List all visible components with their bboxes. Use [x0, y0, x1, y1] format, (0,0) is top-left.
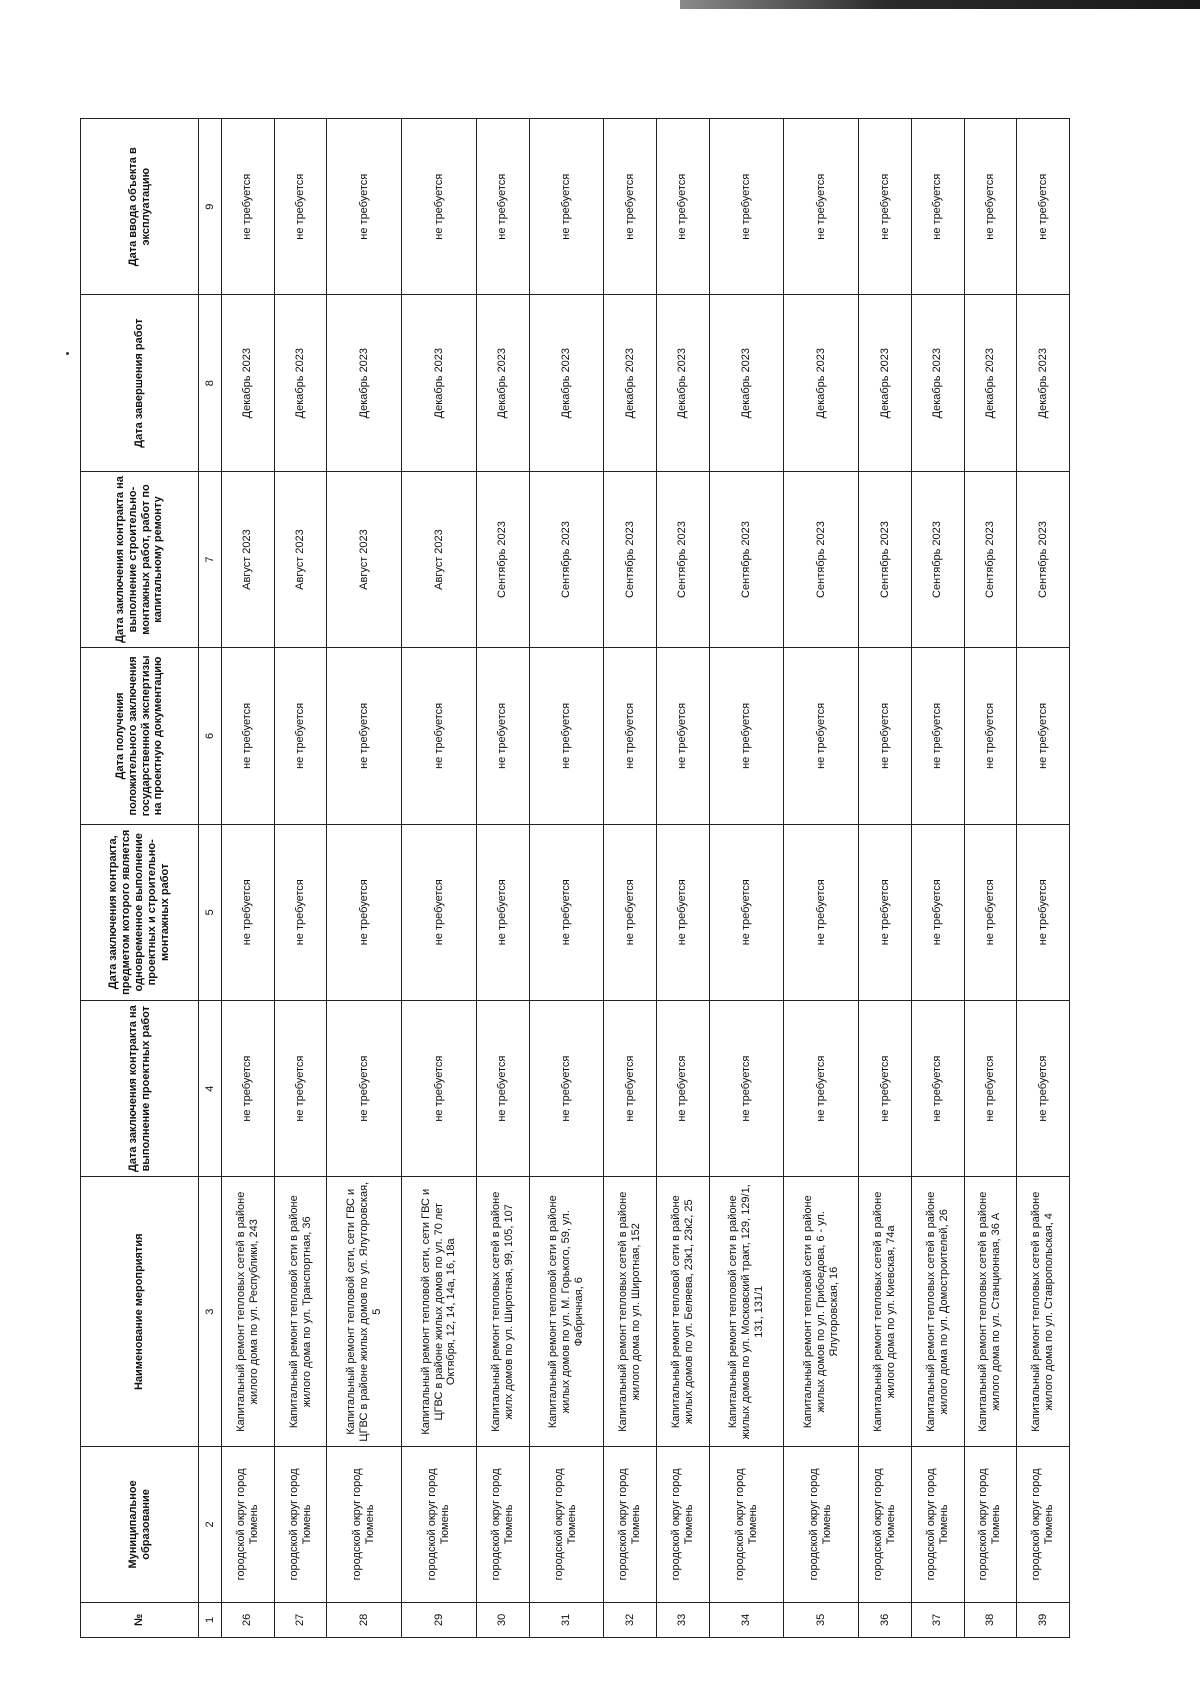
event-name-cell: Капитальный ремонт тепловых сетей в районе жилого дома по ул. Ставропольская, 4 [1017, 1177, 1070, 1447]
commissioning-cell: не требуется [274, 119, 327, 295]
commissioning-cell: не требуется [656, 119, 709, 295]
commissioning-cell: не требуется [784, 119, 859, 295]
combined-contract-cell: не требуется [529, 824, 604, 1000]
municipality-cell: городской округ город Тюмень [604, 1447, 657, 1603]
column-number: 5 [199, 824, 222, 1000]
header-expertise-date: Дата получения положительного заключения государственной экспертизы на проектную документацию [81, 648, 199, 824]
municipality-cell: городской округ город Тюмень [476, 1447, 529, 1603]
construction-contract-cell: Сентябрь 2023 [859, 471, 912, 647]
row-number: 36 [859, 1602, 912, 1637]
expertise-cell: не требуется [476, 648, 529, 824]
design-contract-cell: не требуется [784, 1000, 859, 1176]
event-name-cell: Капитальный ремонт тепловой сети в районе жилых домов по ул. Грибоедова, 6 - ул. Ялуторовская, 16 [784, 1177, 859, 1447]
construction-contract-cell: Сентябрь 2023 [476, 471, 529, 647]
event-name-cell: Капитальный ремонт тепловой сети в районе жилых домов по ул. М. Горького, 59, ул. Фабричная, 6 [529, 1177, 604, 1447]
design-contract-cell: не требуется [656, 1000, 709, 1176]
row-number: 27 [274, 1602, 327, 1637]
design-contract-cell: не требуется [709, 1000, 784, 1176]
construction-contract-cell: Сентябрь 2023 [709, 471, 784, 647]
row-number: 31 [529, 1602, 604, 1637]
row-number: 29 [402, 1602, 477, 1637]
municipality-cell: городской округ город Тюмень [709, 1447, 784, 1603]
commissioning-cell: не требуется [222, 119, 275, 295]
event-name-cell: Капитальный ремонт тепловых сетей в районе жилого дома по ул. Широтная, 152 [604, 1177, 657, 1447]
table-body [222, 119, 1070, 1638]
event-name-cell: Капитальный ремонт тепловой сети, сети ГВС и ЦГВС в районе жилых домов по ул. 70 лет Октября, 12, 14, 14а, 16, 18а [402, 1177, 477, 1447]
expertise-cell: не требуется [656, 648, 709, 824]
table-row [859, 119, 912, 1638]
row-number: 30 [476, 1602, 529, 1637]
table-row [709, 119, 784, 1638]
commissioning-cell: не требуется [529, 119, 604, 295]
municipality-cell: городской округ город Тюмень [1017, 1447, 1070, 1603]
event-name-cell: Капитальный ремонт тепловой сети в районе жилого дома по ул. Транспортная, 36 [274, 1177, 327, 1447]
completion-cell: Декабрь 2023 [476, 295, 529, 471]
expertise-cell: не требуется [911, 648, 964, 824]
row-number: 28 [327, 1602, 402, 1637]
row-number: 33 [656, 1602, 709, 1637]
event-name-cell: Капитальный ремонт тепловой сети, сети ГВС и ЦГВС в районе жилых домов по ул. Ялуторовская, 5 [327, 1177, 402, 1447]
commissioning-cell: не требуется [859, 119, 912, 295]
completion-cell: Декабрь 2023 [656, 295, 709, 471]
completion-cell: Декабрь 2023 [1017, 295, 1070, 471]
expertise-cell: не требуется [274, 648, 327, 824]
construction-contract-cell: Сентябрь 2023 [529, 471, 604, 647]
table-row [222, 119, 275, 1638]
combined-contract-cell: не требуется [327, 824, 402, 1000]
table-row [604, 119, 657, 1638]
expertise-cell: не требуется [709, 648, 784, 824]
row-number: 35 [784, 1602, 859, 1637]
header-combined-contract-date: Дата заключения контракта, предметом которого является одновременное выполнение проектных и строительно-монтажных работ [81, 824, 199, 1000]
completion-cell: Декабрь 2023 [784, 295, 859, 471]
scan-edge-bar [680, 0, 1200, 9]
expertise-cell: не требуется [604, 648, 657, 824]
column-number: 8 [199, 295, 222, 471]
municipality-cell: городской округ город Тюмень [859, 1447, 912, 1603]
construction-contract-cell: Сентябрь 2023 [604, 471, 657, 647]
event-name-cell: Капитальный ремонт тепловых сетей в районе жилого дома по ул. Киевская, 74а [859, 1177, 912, 1447]
expertise-cell: не требуется [529, 648, 604, 824]
combined-contract-cell: не требуется [402, 824, 477, 1000]
row-number: 34 [709, 1602, 784, 1637]
expertise-cell: не требуется [327, 648, 402, 824]
commissioning-cell: не требуется [911, 119, 964, 295]
row-number: 39 [1017, 1602, 1070, 1637]
combined-contract-cell: не требуется [222, 824, 275, 1000]
expertise-cell: не требуется [402, 648, 477, 824]
expertise-cell: не требуется [784, 648, 859, 824]
table-row [784, 119, 859, 1638]
design-contract-cell: не требуется [327, 1000, 402, 1176]
municipality-cell: городской округ город Тюмень [911, 1447, 964, 1603]
expertise-cell: не требуется [859, 648, 912, 824]
column-number: 2 [199, 1447, 222, 1603]
municipality-cell: городской округ город Тюмень [656, 1447, 709, 1603]
design-contract-cell: не требуется [274, 1000, 327, 1176]
municipality-cell: городской округ город Тюмень [274, 1447, 327, 1603]
table-row [911, 119, 964, 1638]
event-name-cell: Капитальный ремонт тепловых сетей в районе жилого дома по ул. Республики, 243 [222, 1177, 275, 1447]
combined-contract-cell: не требуется [784, 824, 859, 1000]
completion-cell: Декабрь 2023 [402, 295, 477, 471]
construction-contract-cell: Сентябрь 2023 [1017, 471, 1070, 647]
commissioning-cell: не требуется [964, 119, 1017, 295]
table-row [274, 119, 327, 1638]
row-number: 26 [222, 1602, 275, 1637]
scan-speck [66, 352, 69, 355]
table-row [327, 119, 402, 1638]
construction-contract-cell: Август 2023 [274, 471, 327, 647]
expertise-cell: не требуется [964, 648, 1017, 824]
column-number: 9 [199, 119, 222, 295]
header-construction-contract-date: Дата заключения контракта на выполнение строительно-монтажных работ, работ по капитальному ремонту [81, 471, 199, 647]
combined-contract-cell: не требуется [859, 824, 912, 1000]
commissioning-cell: не требуется [1017, 119, 1070, 295]
municipality-cell: городской округ город Тюмень [222, 1447, 275, 1603]
header-municipality: Муниципальное образование [81, 1447, 199, 1603]
table-row [529, 119, 604, 1638]
schedule-table [80, 118, 1070, 1638]
design-contract-cell: не требуется [859, 1000, 912, 1176]
column-number: 6 [199, 648, 222, 824]
completion-cell: Декабрь 2023 [859, 295, 912, 471]
municipality-cell: городской округ город Тюмень [529, 1447, 604, 1603]
table-row [476, 119, 529, 1638]
combined-contract-cell: не требуется [476, 824, 529, 1000]
header-completion-date: Дата завершения работ [81, 295, 199, 471]
combined-contract-cell: не требуется [604, 824, 657, 1000]
column-number: 4 [199, 1000, 222, 1176]
commissioning-cell: не требуется [476, 119, 529, 295]
completion-cell: Декабрь 2023 [274, 295, 327, 471]
table-row [1017, 119, 1070, 1638]
completion-cell: Декабрь 2023 [529, 295, 604, 471]
design-contract-cell: не требуется [529, 1000, 604, 1176]
table-row [402, 119, 477, 1638]
column-number: 3 [199, 1177, 222, 1447]
construction-contract-cell: Сентябрь 2023 [784, 471, 859, 647]
event-name-cell: Капитальный ремонт тепловых сетей в районе жилх домов по ул. Широтная, 99, 105, 107 [476, 1177, 529, 1447]
column-number: 7 [199, 471, 222, 647]
completion-cell: Декабрь 2023 [911, 295, 964, 471]
expertise-cell: не требуется [222, 648, 275, 824]
commissioning-cell: не требуется [327, 119, 402, 295]
construction-contract-cell: Август 2023 [222, 471, 275, 647]
design-contract-cell: не требуется [222, 1000, 275, 1176]
commissioning-cell: не требуется [402, 119, 477, 295]
design-contract-cell: не требуется [402, 1000, 477, 1176]
combined-contract-cell: не требуется [911, 824, 964, 1000]
column-number: 1 [199, 1602, 222, 1637]
completion-cell: Декабрь 2023 [222, 295, 275, 471]
completion-cell: Декабрь 2023 [709, 295, 784, 471]
design-contract-cell: не требуется [604, 1000, 657, 1176]
rotated-sheet [80, 118, 1070, 1638]
construction-contract-cell: Август 2023 [402, 471, 477, 647]
row-number: 38 [964, 1602, 1017, 1637]
design-contract-cell: не требуется [1017, 1000, 1070, 1176]
header-row [81, 119, 199, 1638]
combined-contract-cell: не требуется [274, 824, 327, 1000]
event-name-cell: Капитальный ремонт тепловых сетей в районе жилого дома по ул. Домостроителей, 26 [911, 1177, 964, 1447]
event-name-cell: Капитальный ремонт тепловых сетей в районе жилого дома по ул. Станционная, 36 А [964, 1177, 1017, 1447]
completion-cell: Декабрь 2023 [604, 295, 657, 471]
expertise-cell: не требуется [1017, 648, 1070, 824]
combined-contract-cell: не требуется [709, 824, 784, 1000]
design-contract-cell: не требуется [964, 1000, 1017, 1176]
completion-cell: Декабрь 2023 [327, 295, 402, 471]
table-row [964, 119, 1017, 1638]
combined-contract-cell: не требуется [964, 824, 1017, 1000]
municipality-cell: городской округ город Тюмень [964, 1447, 1017, 1603]
municipality-cell: городской округ город Тюмень [784, 1447, 859, 1603]
header-no: № [81, 1602, 199, 1637]
header-design-contract-date: Дата заключения контракта на выполнение проектных работ [81, 1000, 199, 1176]
event-name-cell: Капитальный ремонт тепловой сети в районе жилых домов по ул. Московский тракт, 129, 129/1, 131, 131/1 [709, 1177, 784, 1447]
header-commissioning-date: Дата ввода объекта в эксплуатацию [81, 119, 199, 295]
event-name-cell: Капитальный ремонт тепловой сети в районе жилых домов по ул. Беляева, 23к1, 23к2, 25 [656, 1177, 709, 1447]
combined-contract-cell: не требуется [1017, 824, 1070, 1000]
completion-cell: Декабрь 2023 [964, 295, 1017, 471]
combined-contract-cell: не требуется [656, 824, 709, 1000]
municipality-cell: городской округ город Тюмень [402, 1447, 477, 1603]
table-row [656, 119, 709, 1638]
row-number: 37 [911, 1602, 964, 1637]
construction-contract-cell: Сентябрь 2023 [964, 471, 1017, 647]
commissioning-cell: не требуется [709, 119, 784, 295]
construction-contract-cell: Сентябрь 2023 [656, 471, 709, 647]
column-number-row [199, 119, 222, 1638]
row-number: 32 [604, 1602, 657, 1637]
header-event-name: Наименование мероприятия [81, 1177, 199, 1447]
municipality-cell: городской округ город Тюмень [327, 1447, 402, 1603]
commissioning-cell: не требуется [604, 119, 657, 295]
design-contract-cell: не требуется [476, 1000, 529, 1176]
construction-contract-cell: Август 2023 [327, 471, 402, 647]
design-contract-cell: не требуется [911, 1000, 964, 1176]
construction-contract-cell: Сентябрь 2023 [911, 471, 964, 647]
